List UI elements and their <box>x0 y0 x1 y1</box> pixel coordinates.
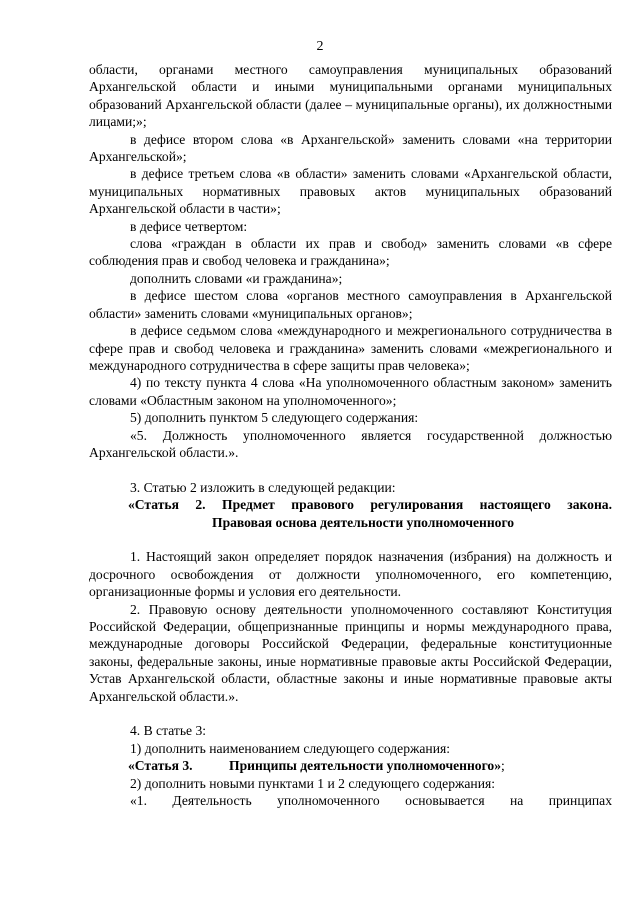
paragraph: 1) дополнить наименованием следующего содержания: <box>130 740 451 756</box>
paragraph: 3. Статью 2 изложить в следующей редакции: <box>130 479 396 495</box>
article-3-label: «Статья 3. <box>128 758 193 774</box>
page-number: 2 <box>316 39 324 54</box>
paragraph: в дефисе седьмом слова «международного и межрегионального сотрудничества в сфере прав и свобод человека и гражданина» заменить словами «межрегионального и международного сотрудничества в сфере защиты прав человека»; <box>89 323 612 373</box>
article-3-heading <box>89 757 612 774</box>
paragraph: 4. В статье 3: <box>130 723 207 739</box>
paragraph: области, органами местного самоуправления муниципальных образований Архангельской области и иными муниципальными органами муниципальных образований Архангельской области (далее – муниципальные органы), их должностными лицами;»; <box>89 62 612 130</box>
paragraph: в дефисе четвертом: <box>130 218 248 234</box>
paragraph: 4) по тексту пункта 4 слова «На уполномоченного областным законом» заменить словами «Областным законом на уполномоченного»; <box>89 375 612 408</box>
paragraph: в дефисе третьем слова «в области» заменить словами «Архангельской области, муниципальных нормативных правовых актов муниципальных образований Архангельской области в части»; <box>89 166 612 217</box>
paragraph: 5) дополнить пунктом 5 следующего содержания: <box>130 410 419 426</box>
article-2-heading-line2: Правовая основа деятельности уполномоченного <box>212 514 515 530</box>
document-body <box>89 61 612 809</box>
blank-line <box>89 705 612 722</box>
paragraph: в дефисе втором слова «в Архангельской» заменить словами «на территории Архангельской»; <box>89 131 612 165</box>
paragraph: 1. Настоящий закон определяет порядок назначения (избрания) на должность и досрочного освобождения от должности уполномоченного, его компетенцию, организационные формы и условия его деятельности. <box>89 549 612 600</box>
paragraph: дополнить словами «и гражданина»; <box>130 270 343 286</box>
paragraph: в дефисе шестом слова «органов местного самоуправления в Архангельской области» заменить словами «муниципальных органов»; <box>89 288 612 321</box>
paragraph: 2) дополнить новыми пунктами 1 и 2 следующего содержания: <box>130 775 496 791</box>
paragraph: слова «граждан в области их прав и свобод» заменить словами «в сфере соблюдения прав и свобод человека и гражданина»; <box>89 236 612 269</box>
paragraph: «1. Деятельность уполномоченного основывается на принципах <box>130 793 612 809</box>
blank-line <box>89 531 612 548</box>
paragraph: «5. Должность уполномоченного является государственной должностью Архангельской области.». <box>89 427 612 460</box>
article-3-title: Принципы деятельности уполномоченного» <box>229 758 502 774</box>
paragraph: 2. Правовую основу деятельности уполномоченного составляют Конституция Российской Федерации, общепризнанные принципы и нормы международного права, международные договоры Российской Федерации, федеральные конституционные законы, федеральные законы, иные нормативные правовые акты Российской Федерации, Устав Архангельской области, областные законы и иные нормативные правовые акты Архангельской области.». <box>89 601 612 704</box>
blank-line <box>89 461 612 478</box>
article-3-tail: ; <box>501 758 505 774</box>
article-2-heading-line1: «Статья 2. Предмет правового регулирования настоящего закона. <box>128 497 612 513</box>
